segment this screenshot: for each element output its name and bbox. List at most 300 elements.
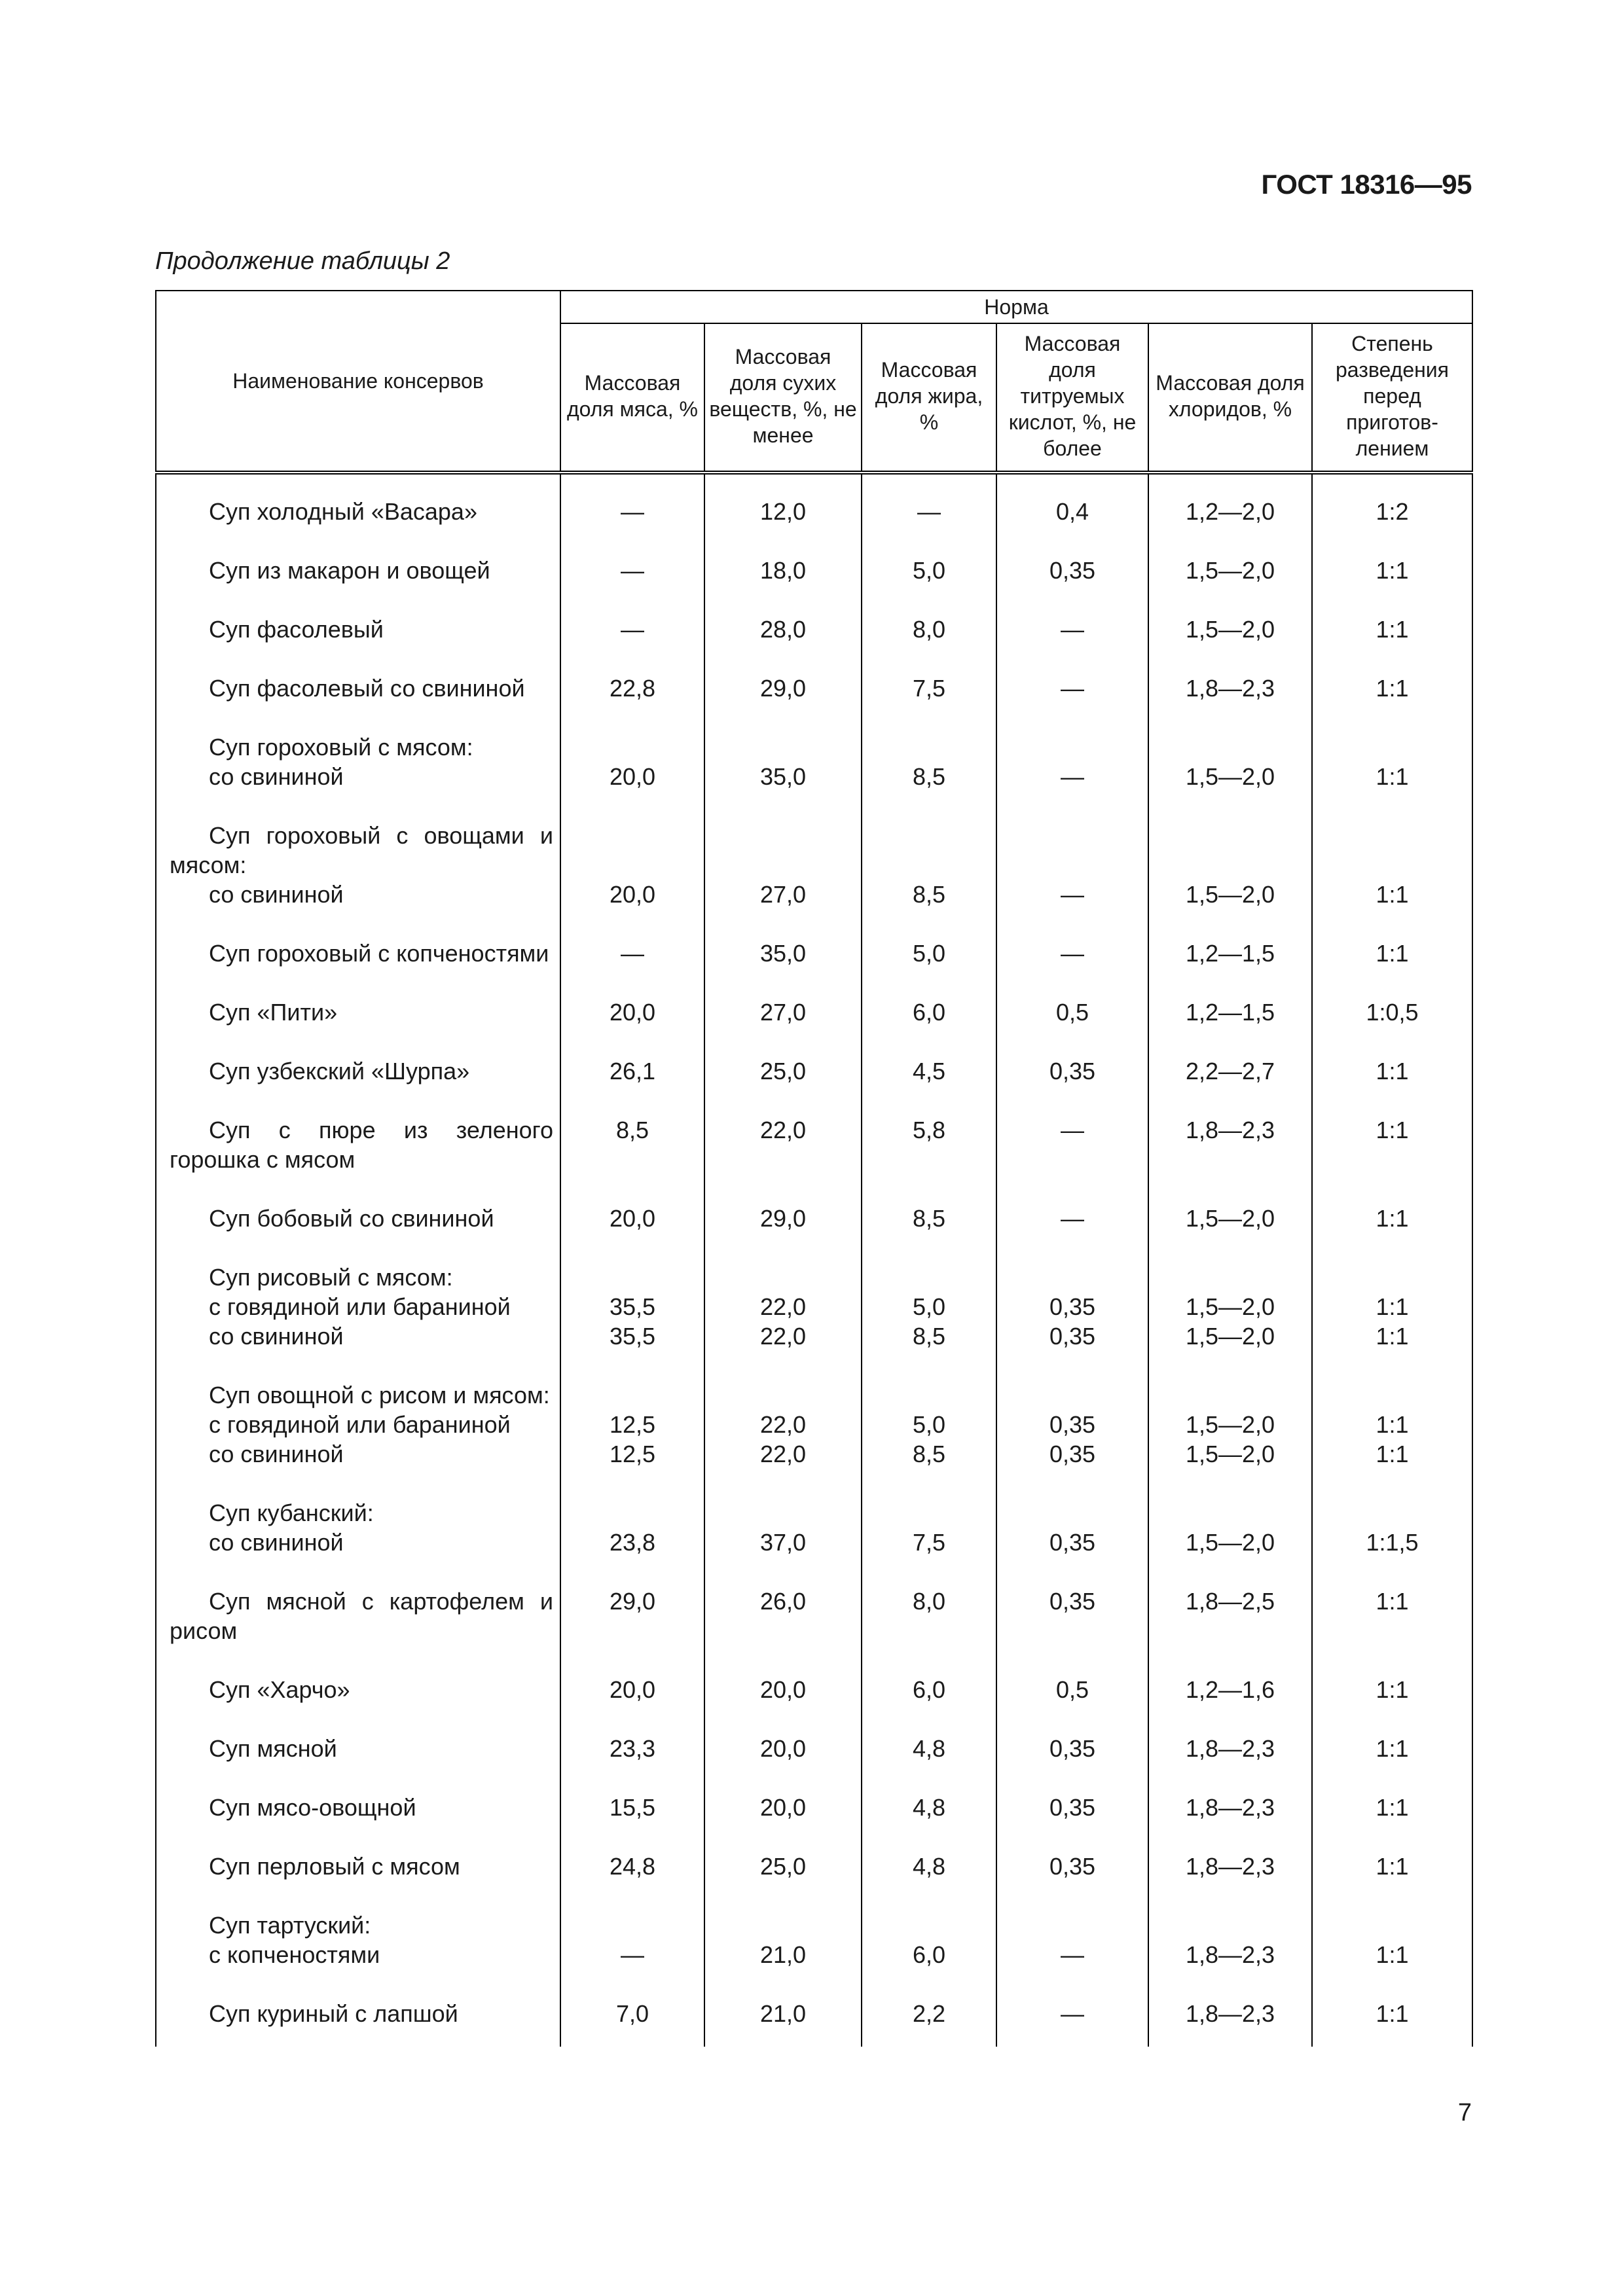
cell-product-name	[156, 673, 560, 732]
value-dry: 35,0	[759, 763, 807, 790]
value-acid: 0,35	[1049, 1323, 1096, 1350]
value-fat: 8,5	[912, 1441, 946, 1467]
column-header-acids: Массовая доля титруемых кислот, %, не более	[996, 323, 1148, 473]
value-fat	[867, 1263, 991, 1292]
table-row	[156, 1734, 1472, 1793]
value-dry: 20,0	[759, 1676, 807, 1703]
cell-dilution	[1312, 1910, 1472, 1999]
value-chloride: 1,8—2,5	[1185, 1588, 1275, 1615]
value-acid: 0,35	[1049, 557, 1096, 584]
value-chloride: 1,2—1,5	[1185, 999, 1275, 1026]
product-name-line: Суп рисовый с мясом:	[209, 1264, 453, 1291]
value-meat: 20,0	[609, 881, 656, 908]
product-name-line: с говядиной или бараниной	[209, 1293, 511, 1320]
cell-product-name	[156, 1204, 560, 1263]
value-chloride: 1,5—2,0	[1185, 763, 1275, 790]
cell-dilution	[1312, 1056, 1472, 1115]
product-name-line: Суп фасолевый	[209, 616, 384, 643]
value-meat	[566, 1910, 699, 1940]
norms-table	[155, 290, 1472, 2047]
cell-meat	[560, 1498, 704, 1587]
table-row	[156, 673, 1472, 732]
product-name-line: с копченостями	[209, 1941, 380, 1968]
cell-acid	[996, 1734, 1148, 1793]
value-dilution: 1:1	[1376, 1794, 1409, 1821]
value-chloride: 1,8—2,3	[1185, 1853, 1275, 1880]
table-caption: Продолжение таблицы 2	[155, 247, 450, 275]
value-dilution: 1:1	[1376, 1205, 1409, 1232]
value-fat: —	[917, 498, 941, 525]
cell-product-name	[156, 732, 560, 821]
cell-meat	[560, 1115, 704, 1204]
value-chloride: 1,2—1,6	[1185, 1676, 1275, 1703]
cell-product-name	[156, 1587, 560, 1675]
cell-meat	[560, 939, 704, 997]
cell-chloride	[1148, 732, 1312, 821]
cell-chloride	[1148, 615, 1312, 673]
value-meat: 35,5	[609, 1293, 656, 1320]
table-row	[156, 1675, 1472, 1734]
cell-product-name	[156, 1498, 560, 1587]
cell-dilution	[1312, 473, 1472, 556]
product-name-line: Суп перловый с мясом	[209, 1853, 460, 1880]
table-row	[156, 1263, 1472, 1380]
cell-chloride	[1148, 1498, 1312, 1587]
cell-acid	[996, 1587, 1148, 1675]
table-row	[156, 997, 1472, 1056]
value-dry	[710, 1380, 856, 1410]
product-name-line: Суп гороховый с копченостями	[209, 940, 549, 967]
product-name-line: Суп овощной с рисом и мясом:	[209, 1382, 550, 1408]
cell-acid	[996, 556, 1148, 615]
product-name-line: с говядиной или бараниной	[209, 1411, 511, 1438]
value-dilution: 1:1	[1376, 1588, 1409, 1615]
value-dry: 22,0	[759, 1411, 807, 1438]
value-dilution	[1318, 732, 1467, 762]
value-meat	[566, 850, 699, 880]
cell-fat	[862, 1793, 996, 1852]
value-meat: 12,5	[609, 1441, 656, 1467]
cell-meat	[560, 1910, 704, 1999]
cell-product-name	[156, 997, 560, 1056]
cell-acid	[996, 473, 1148, 556]
cell-meat	[560, 1734, 704, 1793]
cell-dilution	[1312, 673, 1472, 732]
value-meat: —	[621, 616, 644, 643]
value-chloride: 1,8—2,3	[1185, 1117, 1275, 1143]
value-dilution: 1:0,5	[1366, 999, 1419, 1026]
cell-meat	[560, 1852, 704, 1910]
cell-dry	[704, 1204, 862, 1263]
cell-dry	[704, 556, 862, 615]
value-fat: 8,0	[912, 616, 946, 643]
cell-dry	[704, 1910, 862, 1999]
cell-dilution	[1312, 1498, 1472, 1587]
cell-acid	[996, 1380, 1148, 1498]
cell-product-name	[156, 1999, 560, 2047]
value-dilution: 1:1	[1376, 1853, 1409, 1880]
product-name-line: со свининой	[209, 1529, 344, 1556]
cell-dilution	[1312, 1734, 1472, 1793]
value-meat: 24,8	[609, 1853, 656, 1880]
cell-meat	[560, 1793, 704, 1852]
value-chloride	[1154, 1263, 1306, 1292]
cell-chloride	[1148, 473, 1312, 556]
value-fat: 4,8	[912, 1735, 946, 1762]
value-acid: 0,35	[1049, 1794, 1096, 1821]
cell-chloride	[1148, 673, 1312, 732]
cell-fat	[862, 1734, 996, 1793]
cell-chloride	[1148, 1910, 1312, 1999]
value-dilution: 1:1	[1376, 763, 1409, 790]
cell-chloride	[1148, 1263, 1312, 1380]
cell-meat	[560, 615, 704, 673]
value-dry: 25,0	[759, 1853, 807, 1880]
value-acid: 0,4	[1055, 498, 1089, 525]
cell-acid	[996, 997, 1148, 1056]
cell-meat	[560, 556, 704, 615]
value-chloride: 1,5—2,0	[1185, 616, 1275, 643]
value-dry: 22,0	[759, 1293, 807, 1320]
cell-acid	[996, 1852, 1148, 1910]
column-header-chlorides: Массовая доля хлоридов, %	[1148, 323, 1312, 473]
value-dilution	[1318, 821, 1467, 850]
value-fat: 8,0	[912, 1588, 946, 1615]
value-dry	[710, 732, 856, 762]
value-meat	[566, 732, 699, 762]
value-meat: 23,3	[609, 1735, 656, 1762]
column-header-fat: Массовая доля жира, %	[862, 323, 996, 473]
value-dry: 12,0	[759, 498, 807, 525]
value-fat: 6,0	[912, 1676, 946, 1703]
table-row	[156, 1587, 1472, 1675]
cell-dry	[704, 1498, 862, 1587]
value-acid: —	[1061, 881, 1084, 908]
value-chloride: 2,2—2,7	[1185, 1058, 1275, 1085]
cell-dry	[704, 473, 862, 556]
cell-fat	[862, 1380, 996, 1498]
value-acid	[1002, 850, 1142, 880]
table-row	[156, 1999, 1472, 2047]
cell-chloride	[1148, 1380, 1312, 1498]
cell-dry	[704, 732, 862, 821]
cell-meat	[560, 473, 704, 556]
table-row	[156, 732, 1472, 821]
cell-fat	[862, 556, 996, 615]
value-chloride: 1,5—2,0	[1185, 881, 1275, 908]
table-row	[156, 1498, 1472, 1587]
value-dilution	[1318, 1380, 1467, 1410]
value-acid: —	[1061, 940, 1084, 967]
value-meat	[566, 1263, 699, 1292]
product-name-line: Суп узбекский «Шурпа»	[209, 1058, 470, 1085]
value-fat: 8,5	[912, 1205, 946, 1232]
cell-acid	[996, 1115, 1148, 1204]
value-chloride: 1,5—2,0	[1185, 1411, 1275, 1438]
value-chloride: 1,5—2,0	[1185, 1205, 1275, 1232]
product-name-line: Суп «Пити»	[209, 999, 338, 1026]
value-chloride: 1,8—2,3	[1185, 1735, 1275, 1762]
cell-meat	[560, 673, 704, 732]
cell-fat	[862, 821, 996, 939]
value-acid	[1002, 1380, 1142, 1410]
value-dry	[710, 850, 856, 880]
value-dilution: 1:1	[1376, 940, 1409, 967]
value-dry: 21,0	[759, 1941, 807, 1968]
cell-meat	[560, 1999, 704, 2047]
value-fat: 4,8	[912, 1853, 946, 1880]
value-meat: —	[621, 940, 644, 967]
value-acid: 0,35	[1049, 1588, 1096, 1615]
product-name-line: Суп с пюре из зеленого горошка с мясом	[170, 1117, 553, 1173]
column-group-header-norm: Норма	[560, 291, 1472, 323]
value-dry: 29,0	[759, 675, 807, 702]
value-dry: 20,0	[759, 1794, 807, 1821]
value-meat: 23,8	[609, 1529, 656, 1556]
cell-acid	[996, 1999, 1148, 2047]
value-chloride: 1,5—2,0	[1185, 1441, 1275, 1467]
value-dilution: 1:1	[1376, 1293, 1409, 1320]
table-row	[156, 1204, 1472, 1263]
cell-chloride	[1148, 1852, 1312, 1910]
value-meat: 20,0	[609, 1676, 656, 1703]
value-dry: 22,0	[759, 1441, 807, 1467]
cell-fat	[862, 1675, 996, 1734]
value-fat: 7,5	[912, 1529, 946, 1556]
value-acid	[1002, 1263, 1142, 1292]
value-dilution: 1:1	[1376, 1323, 1409, 1350]
product-name-line: Суп кубанский:	[209, 1499, 374, 1526]
value-meat: 20,0	[609, 1205, 656, 1232]
cell-chloride	[1148, 997, 1312, 1056]
cell-product-name	[156, 939, 560, 997]
product-name-line: Суп куриный с лапшой	[209, 2000, 458, 2027]
value-dilution: 1:1	[1376, 675, 1409, 702]
value-fat: 6,0	[912, 1941, 946, 1968]
cell-meat	[560, 997, 704, 1056]
value-fat	[867, 1910, 991, 1940]
cell-meat	[560, 732, 704, 821]
product-name-line: Суп гороховый с мясом:	[209, 734, 473, 761]
value-acid: —	[1061, 763, 1084, 790]
value-dry: 29,0	[759, 1205, 807, 1232]
table-row	[156, 1793, 1472, 1852]
value-acid: —	[1061, 1941, 1084, 1968]
product-name-line: Суп фасолевый со свининой	[209, 675, 525, 702]
cell-dry	[704, 673, 862, 732]
cell-dry	[704, 1999, 862, 2047]
cell-product-name	[156, 821, 560, 939]
cell-meat	[560, 821, 704, 939]
cell-meat	[560, 1204, 704, 1263]
cell-dry	[704, 1115, 862, 1204]
cell-chloride	[1148, 556, 1312, 615]
cell-chloride	[1148, 1056, 1312, 1115]
value-meat: 20,0	[609, 763, 656, 790]
value-meat: —	[621, 1941, 644, 1968]
value-dilution	[1318, 1910, 1467, 1940]
cell-product-name	[156, 556, 560, 615]
table-row	[156, 939, 1472, 997]
cell-dilution	[1312, 939, 1472, 997]
table-row	[156, 1852, 1472, 1910]
cell-acid	[996, 732, 1148, 821]
column-header-meat: Массовая доля мяса, %	[560, 323, 704, 473]
value-fat: 2,2	[912, 2000, 946, 2027]
product-name-line: Суп гороховый с овощами и мясом:	[170, 822, 553, 878]
value-acid: —	[1061, 1205, 1084, 1232]
product-name-line: Суп мясной с картофелем и рисом	[170, 1588, 553, 1644]
document-title: ГОСТ 18316—95	[1261, 169, 1472, 200]
cell-meat	[560, 1675, 704, 1734]
table-row	[156, 556, 1472, 615]
cell-fat	[862, 1852, 996, 1910]
value-dry	[710, 1263, 856, 1292]
cell-fat	[862, 1263, 996, 1380]
cell-product-name	[156, 1852, 560, 1910]
column-header-dilution: Степень разведения перед приготов- лением	[1312, 323, 1472, 473]
value-meat	[566, 821, 699, 850]
value-dilution: 1:1	[1376, 557, 1409, 584]
table-row	[156, 1056, 1472, 1115]
value-fat: 8,5	[912, 763, 946, 790]
value-dry: 28,0	[759, 616, 807, 643]
cell-dry	[704, 1056, 862, 1115]
cell-dry	[704, 997, 862, 1056]
value-acid	[1002, 821, 1142, 850]
cell-product-name	[156, 1115, 560, 1204]
cell-acid	[996, 1056, 1148, 1115]
value-dilution: 1:1	[1376, 2000, 1409, 2027]
value-chloride: 1,8—2,3	[1185, 1941, 1275, 1968]
value-dilution: 1:1	[1376, 1411, 1409, 1438]
cell-chloride	[1148, 939, 1312, 997]
cell-chloride	[1148, 1793, 1312, 1852]
cell-fat	[862, 732, 996, 821]
value-acid: —	[1061, 1117, 1084, 1143]
value-chloride	[1154, 732, 1306, 762]
value-dry	[710, 1498, 856, 1528]
value-acid: 0,35	[1049, 1853, 1096, 1880]
cell-chloride	[1148, 1734, 1312, 1793]
cell-dry	[704, 1734, 862, 1793]
value-acid: —	[1061, 675, 1084, 702]
value-chloride	[1154, 1380, 1306, 1410]
cell-dilution	[1312, 1852, 1472, 1910]
cell-acid	[996, 673, 1148, 732]
cell-product-name	[156, 473, 560, 556]
value-fat: 8,5	[912, 881, 946, 908]
product-name-line: со свининой	[209, 1323, 344, 1350]
value-acid: 0,35	[1049, 1058, 1096, 1085]
value-chloride: 1,2—1,5	[1185, 940, 1275, 967]
value-dilution: 1:1	[1376, 616, 1409, 643]
value-dry: 21,0	[759, 2000, 807, 2027]
value-meat: 29,0	[609, 1588, 656, 1615]
cell-fat	[862, 1204, 996, 1263]
value-dilution	[1318, 850, 1467, 880]
table-row	[156, 615, 1472, 673]
cell-dilution	[1312, 556, 1472, 615]
value-chloride: 1,5—2,0	[1185, 1293, 1275, 1320]
cell-dry	[704, 615, 862, 673]
product-name-line: Суп мясо-овощной	[209, 1794, 416, 1821]
value-fat: 5,0	[912, 1411, 946, 1438]
value-fat: 5,0	[912, 940, 946, 967]
cell-fat	[862, 997, 996, 1056]
value-chloride	[1154, 1910, 1306, 1940]
value-chloride	[1154, 1498, 1306, 1528]
value-chloride: 1,8—2,3	[1185, 1794, 1275, 1821]
table-row	[156, 473, 1472, 556]
cell-dilution	[1312, 1587, 1472, 1675]
value-dilution: 1:1	[1376, 1676, 1409, 1703]
cell-dry	[704, 1587, 862, 1675]
cell-fat	[862, 1498, 996, 1587]
value-chloride: 1,5—2,0	[1185, 1529, 1275, 1556]
table-row	[156, 1115, 1472, 1204]
product-name-line: Суп из макарон и овощей	[209, 557, 490, 584]
cell-chloride	[1148, 821, 1312, 939]
value-fat: 5,0	[912, 557, 946, 584]
value-fat	[867, 732, 991, 762]
value-chloride: 1,8—2,3	[1185, 2000, 1275, 2027]
cell-product-name	[156, 1675, 560, 1734]
value-dry: 27,0	[759, 999, 807, 1026]
cell-dry	[704, 1380, 862, 1498]
value-dilution: 1:2	[1376, 498, 1409, 525]
cell-dilution	[1312, 1204, 1472, 1263]
cell-meat	[560, 1380, 704, 1498]
product-name-line: со свининой	[209, 1441, 344, 1467]
value-meat: 35,5	[609, 1323, 656, 1350]
value-dry: 37,0	[759, 1529, 807, 1556]
product-name-line: Суп «Харчо»	[209, 1676, 350, 1703]
cell-acid	[996, 939, 1148, 997]
value-acid	[1002, 1498, 1142, 1528]
cell-meat	[560, 1263, 704, 1380]
value-chloride	[1154, 821, 1306, 850]
cell-dry	[704, 1675, 862, 1734]
value-fat	[867, 850, 991, 880]
value-acid: 0,35	[1049, 1441, 1096, 1467]
column-header-dry-matter: Массовая доля сухих веществ, %, не менее	[704, 323, 862, 473]
value-dilution	[1318, 1263, 1467, 1292]
value-dilution: 1:1	[1376, 1735, 1409, 1762]
value-fat: 4,8	[912, 1794, 946, 1821]
page-number: 7	[1457, 2099, 1472, 2126]
value-dilution: 1:1	[1376, 1941, 1409, 1968]
cell-dilution	[1312, 732, 1472, 821]
cell-product-name	[156, 1793, 560, 1852]
value-meat: 7,0	[615, 2000, 649, 2027]
value-dilution	[1318, 1498, 1467, 1528]
cell-dilution	[1312, 1999, 1472, 2047]
value-chloride: 1,8—2,3	[1185, 675, 1275, 702]
product-name-line: Суп холодный «Васара»	[209, 498, 477, 525]
value-fat: 7,5	[912, 675, 946, 702]
column-header-name: Наименование консервов	[156, 291, 560, 473]
cell-acid	[996, 615, 1148, 673]
cell-dilution	[1312, 1263, 1472, 1380]
value-dry: 22,0	[759, 1323, 807, 1350]
value-chloride: 1,2—2,0	[1185, 498, 1275, 525]
value-dry	[710, 1910, 856, 1940]
value-acid: —	[1061, 2000, 1084, 2027]
value-meat: —	[621, 557, 644, 584]
value-fat: 5,8	[912, 1117, 946, 1143]
value-fat	[867, 1498, 991, 1528]
